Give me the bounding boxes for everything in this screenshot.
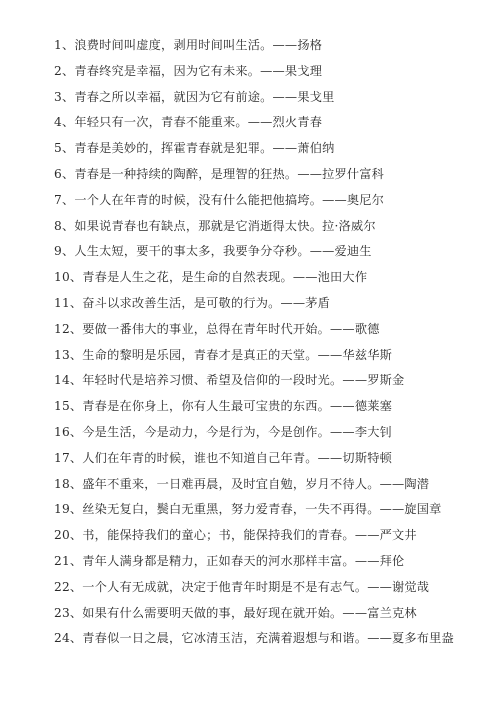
quote-item: 4、年轻只有一次，青春不能重来。——烈火青春 — [54, 115, 323, 130]
quote-item: 2、青春终究是幸福，因为它有未来。——果戈理 — [54, 63, 323, 78]
quote-item: 21、青年人满身都是精力，正如春天的河水那样丰富。——拜伦 — [54, 553, 405, 568]
quote-item: 17、人们在年青的时候，谁也不知道自己年青。——切斯特顿 — [54, 450, 392, 465]
quote-item: 20、书，能保持我们的童心；书，能保持我们的青春。——严文井 — [54, 528, 417, 543]
quote-item: 6、青春是一种持续的陶醉，是理智的狂热。——拉罗什富科 — [54, 166, 385, 181]
quote-list — [54, 33, 494, 652]
quote-item: 10、青春是人生之花，是生命的自然表现。——池田大作 — [54, 270, 368, 285]
quote-item: 15、青春是在你身上，你有人生最可宝贵的东西。——德莱塞 — [54, 399, 392, 414]
quote-item: 22、一个人有无成就，决定于他青年时期是不是有志气。——谢觉哉 — [54, 579, 430, 594]
quote-item: 5、青春是美妙的，挥霍青春就是犯罪。——萧伯纳 — [54, 141, 335, 156]
quote-item: 24、青春似一日之晨，它冰清玉洁，充满着遐想与和谐。——夏多布里盎 — [54, 631, 454, 646]
quote-item: 23、如果有什么需要明天做的事，最好现在就开始。——富兰克林 — [54, 605, 417, 620]
quote-item: 18、盛年不重来，一日难再晨，及时宜自勉，岁月不待人。——陶潜 — [54, 476, 430, 491]
quote-item: 8、如果说青春也有缺点，那就是它消逝得太快。拉·洛威尔 — [54, 218, 376, 233]
quote-item: 12、要做一番伟大的事业，总得在青年时代开始。——歌德 — [54, 321, 380, 336]
quote-item: 13、生命的黎明是乐园，青春才是真正的天堂。——华兹华斯 — [54, 347, 392, 362]
quote-item: 11、奋斗以求改善生活，是可敬的行为。——茅盾 — [54, 295, 331, 310]
quote-item: 16、今是生活，今是动力，今是行为，今是创作。——李大钊 — [54, 424, 392, 439]
quote-item: 14、年轻时代是培养习惯、希望及信仰的一段时光。——罗斯金 — [54, 373, 405, 388]
quote-item: 3、青春之所以幸福，就因为它有前途。——果戈里 — [54, 89, 335, 104]
quote-item: 9、人生太短，要干的事太多，我要争分夺秒。——爱迪生 — [54, 244, 372, 259]
quote-item: 7、一个人在年青的时候，没有什么能把他搞垮。——奥尼尔 — [54, 192, 385, 207]
quote-item: 19、丝染无复白，鬓白无重黑，努力爱青春，一失不再得。——旋国章 — [54, 502, 442, 517]
quote-item: 1、浪费时间叫虚度，剥用时间叫生活。——扬格 — [54, 38, 323, 52]
